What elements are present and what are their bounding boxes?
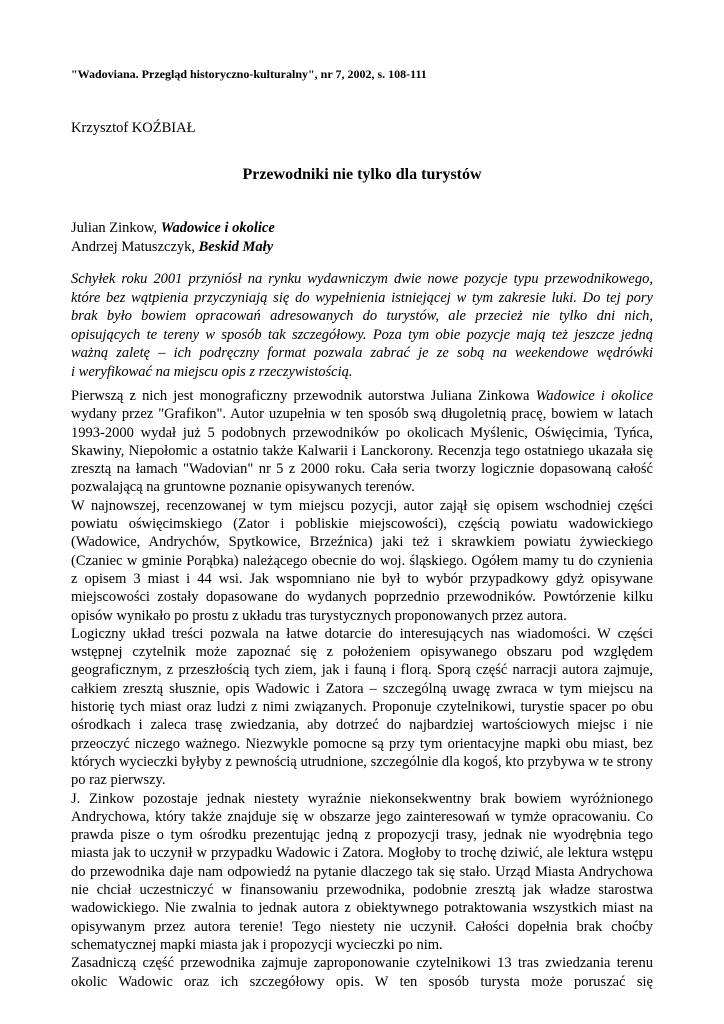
lead-line: i weryfikować na miejscu opis z rzeczywistością. bbox=[71, 363, 353, 380]
lead-paragraph bbox=[71, 270, 653, 382]
lead-line: opisujących te tereny w sposób tak szczegółowy. Poza tym obie pozycje mają też jeszcze jedną bbox=[71, 326, 653, 343]
body-line: zresztą na łamach "Wadovian" nr 5 z 2000 roku. Cała seria tworzy logicznie dopasowaną całość bbox=[71, 461, 653, 478]
book-author: Andrzej Matuszczyk, bbox=[71, 239, 199, 255]
body-line: 1993-2000 wydał już 5 podobnych przewodników po okolicach Myślenic, Oświęcimia, Tyńca, bbox=[71, 424, 653, 441]
body-line: W najnowszej, recenzowanej w tym miejscu pozycji, autor zajął się opisem wschodniej części bbox=[71, 497, 653, 514]
body-line: historię tych miast oraz ludzi z nimi związanych. Proponuje czytelnikowi, turystie spacer po obu bbox=[71, 699, 653, 716]
body-line: wydany przez "Grafikon". Autor uzupełnia w ten sposób swą długoletnią pracę, bowiem w latach bbox=[71, 406, 653, 423]
body-line: Logiczny układ treści pozwala na łatwe dotarcie do interesujących nas wiadomości. W części bbox=[71, 625, 653, 642]
body-line: opisywanym przez autora terenie! Tego niestety nie uczynił. Całości dopełnia brak choćby bbox=[71, 918, 653, 935]
body-line bbox=[71, 387, 653, 405]
lead-line: Schyłek roku 2001 przyniósł na rynku wydawniczym dwie nowe pozycje typu przewodnikowego, bbox=[71, 271, 653, 287]
reviewed-books bbox=[71, 219, 275, 257]
body-line: Andrychowa, który także znajduje się w obszarze jego zainteresowań w tymże opracowaniu. Co bbox=[71, 808, 653, 825]
body-line: (Wadowice, Andrychów, Spytkowice, Brzeźnica) jaki też i skrawkiem powiatu żywieckiego bbox=[71, 534, 653, 551]
book-title: Wadowice i okolice bbox=[160, 220, 275, 236]
body-line: powiatu oświęcimskiego (Zator i pobliskie miejscowości), częścią powiatu wadowickiego bbox=[71, 516, 653, 533]
citation-header: "Wadoviana. Przegląd historyczno-kulturalny", nr 7, 2002, s. 108-111 bbox=[71, 67, 427, 81]
body-line: pozwalającą na gruntowne poznanie opisywanych terenów. bbox=[71, 479, 415, 496]
article-author: Krzysztof KOŹBIAŁ bbox=[71, 120, 196, 136]
body-line: Zasadniczą część przewodnika zajmuje zaproponowanie czytelnikowi 13 tras zwiedzania terenu bbox=[71, 955, 653, 972]
body-line: całkiem zresztą słusznie, opis Wadowic i Zatora – szczególną uwagę zwraca w tym miejscu na bbox=[71, 680, 653, 697]
lead-line: które bez wątpienia przyczyniają się do wypełnienia istniejącej w tym zakresie luki. Do tej pory bbox=[71, 289, 653, 306]
book-author: Julian Zinkow, bbox=[71, 220, 161, 236]
body-line: (Czaniec w gminie Porąbka) należącego obecnie do woj. śląskiego. Ogółem mamy tu do czynienia bbox=[71, 552, 653, 569]
book-title: Beskid Mały bbox=[198, 239, 274, 255]
body-line-text: Pierwszą z nich jest monograficzny przewodnik autorstwa Juliana Zinkowa bbox=[71, 388, 536, 404]
lead-line: brak było bowiem opracowań adresowanych do turystów, ale przecież nie tylko dni nich, bbox=[71, 308, 653, 325]
body-line: opisów wynikało po prostu z układu tras turystycznych proponowanych przez autora. bbox=[71, 607, 567, 624]
body-line: z opisem 3 miast i 44 wsi. Jak wspomniano nie był to wybór przypadkowy gdyż opisywane bbox=[71, 570, 653, 587]
body-line: nie chciał uczestniczyć w finansowaniu przewodnika, podobnie zresztą jak władze starostwa bbox=[71, 882, 653, 899]
body-line: ośrodkach i zaleca trasę zwiedzania, aby dotrzeć do najbardziej wartościowych miejsc i nie bbox=[71, 717, 653, 734]
body-line: geograficznym, z przeszłością tych ziem, jak i fauną i florą. Sporą część narracji autora zajmuje, bbox=[71, 662, 653, 679]
body-line: prawda pisze o tym ośrodku prezentując jedną z propozycji trasy, jednak nie wyodrębnia tego bbox=[71, 827, 653, 844]
book-title-inline: Wadowice i okolice bbox=[535, 388, 654, 404]
body-line: wadowickiego. Nie zwalnia to jednak autora z obiektywnego potraktowania wszystkich miast na bbox=[71, 900, 653, 917]
body-line: przeoczyć niczego ważnego. Niezwykle pomocne są przy tym orientacyjne mapki obu miast, bez bbox=[71, 735, 653, 752]
article-body bbox=[71, 387, 653, 991]
article-title: Przewodniki nie tylko dla turystów bbox=[242, 166, 482, 183]
body-line: Skawiny, Niepołomic a ostatnio także Kalwarii i Lanckorony. Recenzja tego ostatniego ukazała się bbox=[71, 442, 653, 459]
body-line: do przewodnika daje nam odpowiedź na pytanie dlaczego tak się stało. Urząd Miasta Andrychowa bbox=[71, 863, 653, 880]
body-line: miasta jak to uczynił w przypadku Wadowic i Zatora. Mogłoby to trochę dziwić, ale lektura wstępu bbox=[71, 845, 653, 862]
lead-line: ważną zaletę – ich podręczny format pozwala zabrać je ze sobą na weekendowe wędrówki bbox=[71, 345, 653, 362]
body-line: miejscowości zostały dopasowane do wydanych poprzednio przewodników. Powtórzenie kilku bbox=[71, 589, 653, 606]
reviewed-book bbox=[71, 238, 275, 257]
body-line: okolic Wadowic oraz ich szczegółowy opis. W ten sposób turysta może poruszać się bbox=[71, 973, 653, 990]
body-line: wstępnej czytelnik może zapoznać się z położeniem opisywanego obszaru pod względem bbox=[71, 644, 653, 661]
body-line: J. Zinkow pozostaje jednak niestety wyraźnie niekonsekwentny brak bowiem wyróżnionego bbox=[71, 790, 653, 807]
reviewed-book bbox=[71, 219, 275, 238]
body-line: schematycznej mapki miasta jak i propozycji wycieczki po nim. bbox=[71, 936, 443, 953]
body-line: po raz pierwszy. bbox=[71, 772, 166, 789]
body-line: których wycieczki byłyby z pewnością utrudnione, szczególnie dla kogoś, kto przybywa w te strony bbox=[71, 753, 653, 770]
